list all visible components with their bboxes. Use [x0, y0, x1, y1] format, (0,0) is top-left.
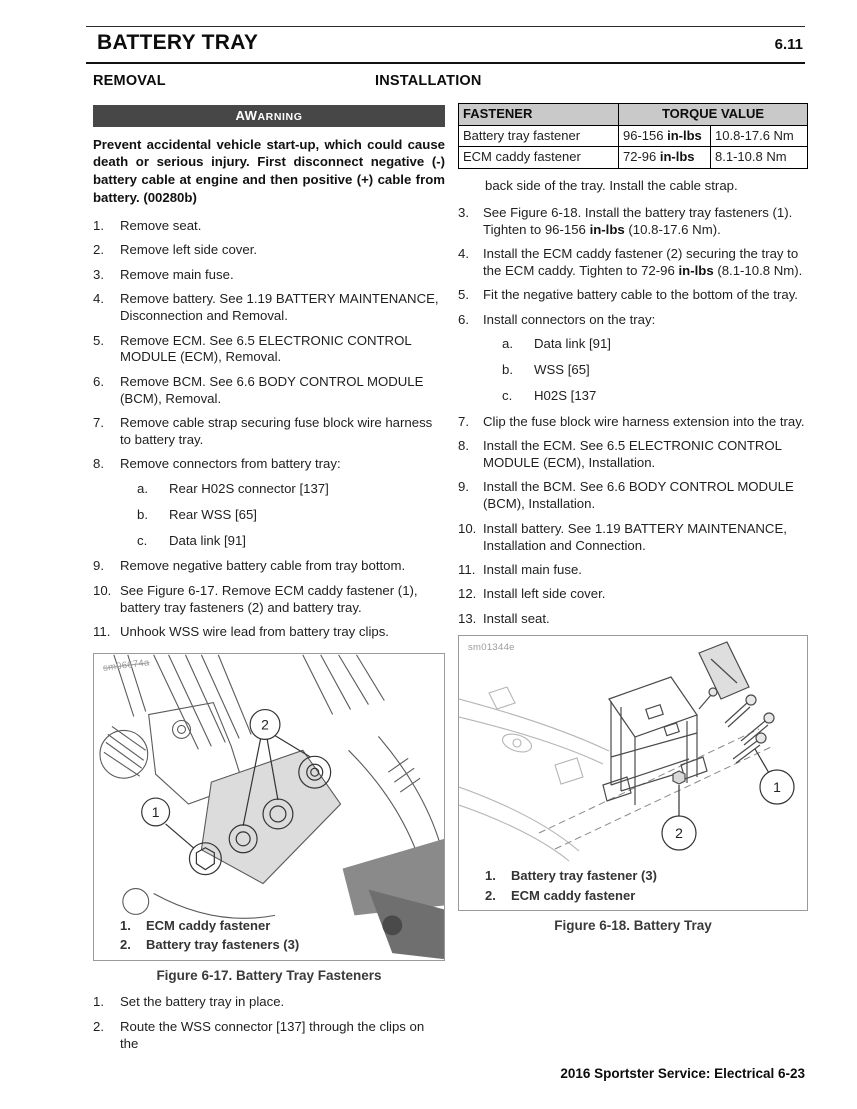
step-text: Remove seat.	[120, 218, 202, 234]
step-number: 11.	[93, 624, 111, 640]
torque-nm-cell: 8.1-10.8 Nm	[711, 147, 808, 169]
step-number: 3.	[458, 204, 469, 220]
step-text: Route the WSS connector [137] through the clips on the	[120, 1018, 425, 1051]
table-row	[459, 147, 808, 169]
step-number: 2.	[93, 1018, 104, 1034]
legend-item: 1. ECM caddy fastener	[120, 917, 271, 933]
step-number: 4.	[93, 291, 104, 307]
step-text: Remove negative battery cable from tray bottom.	[120, 558, 406, 574]
removal-step-1	[93, 218, 445, 235]
removal-step-11	[93, 624, 445, 641]
step-number: 7.	[93, 415, 104, 431]
step-text: Remove cable strap securing fuse block wire harness to battery tray.	[120, 415, 433, 447]
step-text: Remove battery. See 1.19 BATTERY MAINTENANCE, Disconnection and Removal.	[120, 291, 439, 324]
step-text: Install left side cover.	[483, 586, 606, 602]
removal-heading: REMOVAL	[93, 73, 166, 89]
table-header-torque-value: TORQUE VALUE	[619, 104, 808, 126]
installation-step-13	[458, 611, 808, 628]
step-text: Remove left side cover.	[120, 242, 258, 258]
step-number: 9.	[458, 479, 469, 495]
callout-1-label: 1	[773, 779, 781, 796]
section-number: 6.11	[774, 36, 803, 53]
removal-step-8b	[137, 507, 445, 524]
step-number: 6.	[93, 373, 104, 389]
step-number: 6.	[458, 311, 469, 327]
right-column	[458, 100, 808, 944]
substep-text: H02S [137	[534, 387, 597, 403]
fastener-cell: Battery tray fastener	[459, 125, 619, 147]
figure-6-18-caption: Figure 6-18. Battery Tray	[554, 918, 712, 934]
step-text: Install the ECM caddy fastener (2) securing the tray to the ECM caddy. Tighten to 72-96 in-lbs (8.1-10.8 Nm).	[483, 246, 803, 278]
removal-step-8c	[137, 533, 445, 550]
removal-step-3	[93, 267, 445, 284]
removal-step-5	[93, 333, 445, 367]
installation-heading: INSTALLATION	[375, 73, 482, 89]
step-number: 10.	[458, 520, 477, 536]
installation-step-6c	[502, 388, 808, 405]
installation-step-10	[458, 521, 808, 555]
step-number: 2.	[93, 242, 104, 258]
installation-step-12	[458, 586, 808, 603]
removal-step-8	[93, 456, 445, 473]
step-text: Install seat.	[483, 610, 550, 626]
substep-letter: a.	[137, 480, 148, 496]
torque-inlbs-cell: 72-96 in-lbs	[619, 147, 711, 169]
warning-banner: AWARNING	[93, 105, 445, 127]
installation-step-4	[458, 246, 808, 280]
installation-step-5	[458, 287, 808, 304]
substep-letter: b.	[502, 362, 513, 377]
legend-item: 2. Battery tray fasteners (3)	[120, 937, 300, 953]
step-text: Remove BCM. See 6.6 BODY CONTROL MODULE (BCM), Removal.	[120, 373, 424, 406]
step-number: 12.	[458, 586, 477, 602]
substep-text: WSS [65]	[534, 362, 590, 377]
step-text: Clip the fuse block wire harness extension into the tray.	[483, 413, 805, 429]
step-text: See Figure 6-17. Remove ECM caddy fastener (1), battery tray fasteners (2) and battery tray.	[120, 582, 418, 615]
installation-step-1	[93, 994, 445, 1011]
substep-letter: c.	[137, 532, 148, 548]
substep-text: Rear WSS [65]	[169, 506, 257, 522]
warning-label: AW	[235, 108, 258, 123]
figure-watermark: sm06674a	[102, 657, 151, 674]
legend-item: 2. ECM caddy fastener	[485, 887, 636, 903]
substep-letter: c.	[502, 387, 513, 403]
step-number: 10.	[93, 582, 112, 598]
step-text: Install battery. See 1.19 BATTERY MAINTENANCE, Installation and Connection.	[483, 520, 787, 553]
step-number: 3.	[93, 266, 104, 282]
removal-step-7	[93, 415, 445, 449]
installation-step-3	[458, 205, 808, 239]
installation-step-8	[458, 438, 808, 472]
step-number: 5.	[93, 332, 104, 348]
step-text: Install connectors on the tray:	[483, 311, 656, 327]
page-header	[86, 26, 805, 64]
torque-table	[458, 103, 808, 169]
removal-step-4	[93, 291, 445, 325]
installation-step-6	[458, 312, 808, 329]
step-text: Install the BCM. See 6.6 BODY CONTROL MODULE (BCM), Installation.	[483, 479, 794, 512]
figure-watermark: sm01344e	[468, 642, 515, 654]
step-number: 1.	[93, 218, 104, 234]
step-number: 13.	[458, 610, 477, 626]
step-number: 7.	[458, 413, 469, 429]
left-column	[93, 100, 445, 1060]
warning-text: Prevent accidental vehicle start-up, which could cause death or serious injury. First disconnect negative (-) battery cable at engine and then positive (+) cable from battery. (00280b)	[93, 136, 445, 205]
torque-nm-cell: 10.8-17.6 Nm	[711, 125, 808, 147]
step-text: Install the ECM. See 6.5 ELECTRONIC CONTROL MODULE (ECM), Installation.	[483, 438, 782, 471]
page-footer: 2016 Sportster Service: Electrical 6-23	[560, 1066, 805, 1081]
figure-6-17	[93, 653, 445, 961]
substep-letter: b.	[137, 506, 148, 522]
removal-step-9	[93, 558, 445, 575]
step-number: 1.	[93, 994, 104, 1010]
figure-6-17-caption: Figure 6-17. Battery Tray Fasteners	[156, 968, 382, 983]
torque-inlbs-cell: 96-156 in-lbs	[619, 125, 711, 147]
substep-text: Data link [91]	[169, 532, 246, 548]
installation-step-6b	[502, 362, 808, 379]
fastener-cell: ECM caddy fastener	[459, 147, 619, 169]
step-number: 8.	[458, 438, 469, 454]
step-number: 5.	[458, 287, 469, 303]
step-text: Install main fuse.	[483, 562, 582, 578]
step-number: 11.	[458, 562, 476, 578]
installation-step-7	[458, 414, 808, 431]
step-number: 9.	[93, 558, 104, 574]
step-text: Remove main fuse.	[120, 266, 234, 282]
removal-step-2	[93, 242, 445, 259]
step-text: Unhook WSS wire lead from battery tray clips.	[120, 624, 389, 640]
figure-6-18	[458, 635, 808, 911]
step-text: Set the battery tray in place.	[120, 994, 285, 1010]
substep-letter: a.	[502, 336, 513, 352]
callout-2-label: 2	[675, 825, 683, 842]
installation-step-11	[458, 562, 808, 579]
installation-step-6a	[502, 336, 808, 353]
figure-6-18-legend	[485, 865, 657, 904]
installation-step-2	[93, 1019, 445, 1053]
table-row	[459, 125, 808, 147]
removal-step-8a	[137, 481, 445, 498]
page-title: BATTERY TRAY	[97, 31, 259, 54]
step-number: 4.	[458, 246, 469, 262]
step-2-continuation: back side of the tray. Install the cable strap.	[485, 177, 738, 193]
callout-2-label: 2	[261, 716, 269, 733]
callout-1-label: 1	[151, 803, 160, 820]
substep-text: Rear H02S connector [137]	[169, 480, 329, 496]
installation-step-9	[458, 479, 808, 513]
legend-item: 1. Battery tray fastener (3)	[485, 867, 657, 883]
substep-text: Data link [91]	[534, 336, 611, 352]
table-header-fastener: FASTENER	[459, 104, 619, 126]
step-text: Remove ECM. See 6.5 ELECTRONIC CONTROL MODULE (ECM), Removal.	[120, 332, 412, 365]
removal-step-6	[93, 374, 445, 408]
step-text: See Figure 6-18. Install the battery tray fasteners (1). Tighten to 96-156 in-lbs (10.8-17.6 Nm).	[483, 204, 793, 237]
figure-6-17-legend	[120, 915, 299, 954]
step-text: Fit the negative battery cable to the bottom of the tray.	[483, 287, 798, 303]
removal-step-10	[93, 583, 445, 617]
step-text: Remove connectors from battery tray:	[120, 456, 341, 472]
step-number: 8.	[93, 456, 104, 472]
